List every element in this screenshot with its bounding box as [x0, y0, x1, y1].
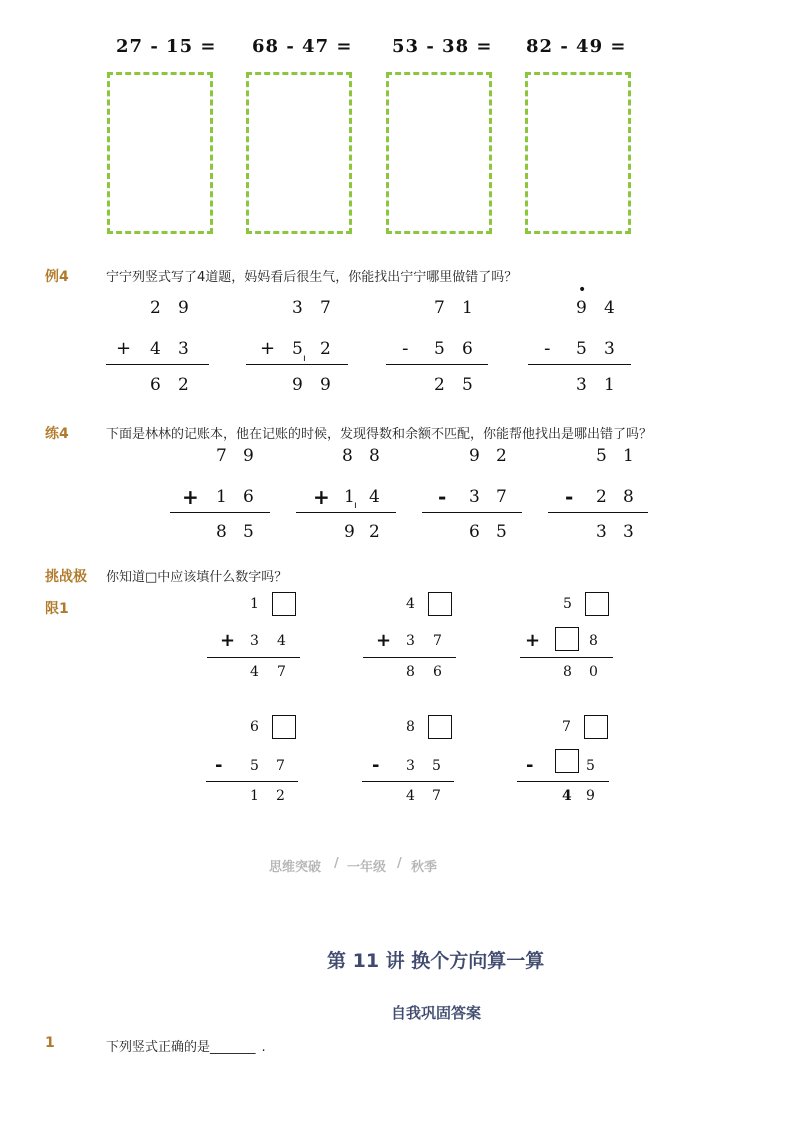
- digit: 8: [623, 487, 634, 507]
- digit: 5: [250, 758, 259, 774]
- digit: 2: [369, 522, 380, 542]
- digit: 7: [433, 633, 442, 649]
- sum-line: [362, 781, 454, 782]
- digit: 8: [589, 633, 598, 649]
- sum-line: [106, 364, 209, 365]
- digit: 8: [406, 664, 415, 680]
- digit: 1: [250, 596, 259, 612]
- digit: 6: [250, 719, 259, 735]
- digit: 2: [320, 339, 331, 359]
- practice-text: 下面是林林的记账本，他在记账的时候，发现得数和余额不匹配，你能帮他找出是哪出错了吗？: [106, 427, 653, 442]
- digit: 7: [434, 298, 445, 318]
- question-prompt: 下列竖式正确的是: [106, 1040, 211, 1055]
- digit: 9: [243, 446, 254, 466]
- sum-line: [520, 657, 613, 658]
- minus-sign: -: [372, 755, 380, 776]
- digit: 9: [586, 788, 595, 804]
- sum-line: [206, 781, 298, 782]
- carry-mark-icon: ı: [303, 353, 306, 364]
- digit: 5: [596, 446, 607, 466]
- sum-line: [528, 364, 631, 365]
- digit: 4: [150, 339, 161, 359]
- answer-box-3[interactable]: [386, 72, 492, 234]
- footer-course: 思维突破: [269, 860, 322, 875]
- practice-label: 练4: [45, 426, 69, 442]
- plus-sign: +: [313, 485, 330, 509]
- answer-box-2[interactable]: [246, 72, 352, 234]
- digit: 4: [250, 664, 259, 680]
- digit: 9: [178, 298, 189, 318]
- equation-2: 68 - 47 =: [252, 36, 353, 57]
- digit: 8: [406, 719, 415, 735]
- digit: 4: [406, 596, 415, 612]
- digit: 2: [178, 375, 189, 395]
- answer-box-1[interactable]: [107, 72, 213, 234]
- digit: 0: [589, 664, 598, 680]
- answers-title: 自我巩固答案: [391, 1004, 482, 1022]
- digit: 8: [369, 446, 380, 466]
- minus-sign: -: [215, 755, 223, 776]
- minus-sign: -: [402, 338, 409, 359]
- digit: 8: [216, 522, 227, 542]
- footer-grade: 一年级: [347, 860, 387, 875]
- digit: 3: [250, 633, 259, 649]
- digit: 5: [434, 339, 445, 359]
- digit: 4: [277, 633, 286, 649]
- answer-square[interactable]: [428, 592, 452, 616]
- answer-square[interactable]: [585, 592, 609, 616]
- challenge-label: 挑战极: [45, 569, 87, 585]
- challenge-label-2: 限1: [45, 601, 69, 617]
- plus-sign: +: [116, 338, 132, 359]
- plus-sign: +: [260, 338, 276, 359]
- digit: 3: [604, 339, 615, 359]
- answer-blank[interactable]: _______: [210, 1040, 256, 1055]
- challenge-text: 你知道□中应该填什么数字吗？: [106, 570, 288, 585]
- equation-3: 53 - 38 =: [392, 36, 493, 57]
- digit: 7: [562, 719, 571, 735]
- answer-box-4[interactable]: [525, 72, 631, 234]
- question-end: .: [261, 1040, 266, 1055]
- digit: 3: [623, 522, 634, 542]
- sum-line: [517, 781, 609, 782]
- digit: 5: [462, 375, 473, 395]
- footer-season: 秋季: [411, 860, 438, 875]
- digit: 9: [576, 298, 587, 318]
- digit: 4: [604, 298, 615, 318]
- digit: 1: [623, 446, 634, 466]
- digit: 4: [369, 487, 380, 507]
- question-text: [106, 1036, 266, 1055]
- digit: 1: [216, 487, 227, 507]
- sum-line: [363, 657, 456, 658]
- minus-sign: -: [438, 485, 447, 509]
- digit: 2: [276, 788, 285, 804]
- digit: 7: [216, 446, 227, 466]
- digit: 2: [496, 446, 507, 466]
- digit: 4: [562, 788, 572, 804]
- digit: 5: [243, 522, 254, 542]
- plus-sign: +: [525, 630, 541, 651]
- plus-sign: +: [220, 630, 236, 651]
- digit: 5: [563, 596, 572, 612]
- digit: 5: [586, 758, 595, 774]
- digit: 5: [432, 758, 441, 774]
- minus-sign: -: [565, 485, 574, 509]
- digit: 6: [469, 522, 480, 542]
- carry-mark-icon: ı: [354, 500, 357, 511]
- digit: 6: [243, 487, 254, 507]
- digit: 9: [320, 375, 331, 395]
- digit: 5: [292, 339, 303, 359]
- minus-sign: -: [544, 338, 551, 359]
- answer-square[interactable]: [272, 592, 296, 616]
- digit: 1: [604, 375, 615, 395]
- answer-square[interactable]: [272, 715, 296, 739]
- digit: 7: [496, 487, 507, 507]
- digit: 3: [576, 375, 587, 395]
- digit: 2: [434, 375, 445, 395]
- digit: 4: [406, 788, 415, 804]
- borrow-dot-icon: •: [578, 282, 587, 298]
- minus-sign: -: [526, 755, 534, 776]
- digit: 1: [344, 487, 355, 507]
- answer-square[interactable]: [584, 715, 608, 739]
- digit: 8: [342, 446, 353, 466]
- digit: 1: [462, 298, 473, 318]
- footer-separator: /: [334, 856, 339, 871]
- answer-square[interactable]: [555, 749, 579, 773]
- example-label: 例4: [45, 269, 69, 285]
- digit: 9: [344, 522, 355, 542]
- digit: 7: [276, 758, 285, 774]
- answer-square[interactable]: [428, 715, 452, 739]
- plus-sign: +: [182, 485, 199, 509]
- answer-square[interactable]: [555, 627, 579, 651]
- sum-line: [207, 657, 300, 658]
- digit: 7: [432, 788, 441, 804]
- equation-1: 27 - 15 =: [116, 36, 217, 57]
- digit: 5: [496, 522, 507, 542]
- digit: 6: [433, 664, 442, 680]
- sum-line: [548, 512, 648, 513]
- sum-line: [422, 512, 522, 513]
- digit: 3: [469, 487, 480, 507]
- digit: 9: [469, 446, 480, 466]
- digit: 1: [250, 788, 259, 804]
- digit: 3: [596, 522, 607, 542]
- equation-4: 82 - 49 =: [526, 36, 627, 57]
- plus-sign: +: [376, 630, 392, 651]
- sum-line: [170, 512, 270, 513]
- footer-separator: /: [397, 856, 402, 871]
- sum-line: [246, 364, 348, 365]
- digit: 2: [596, 487, 607, 507]
- digit: 2: [150, 298, 161, 318]
- digit: 3: [406, 633, 415, 649]
- digit: 5: [576, 339, 587, 359]
- digit: 3: [406, 758, 415, 774]
- sum-line: [296, 512, 396, 513]
- digit: 9: [292, 375, 303, 395]
- digit: 3: [292, 298, 303, 318]
- digit: 3: [178, 339, 189, 359]
- digit: 7: [277, 664, 286, 680]
- digit: 8: [563, 664, 572, 680]
- question-number: 1: [45, 1035, 55, 1051]
- digit: 6: [462, 339, 473, 359]
- lecture-title: 第 11 讲 换个方向算一算: [327, 950, 545, 972]
- digit: 6: [150, 375, 161, 395]
- digit: 7: [320, 298, 331, 318]
- example-text: 宁宁列竖式写了4道题，妈妈看后很生气，你能找出宁宁哪里做错了吗？: [106, 270, 518, 285]
- sum-line: [386, 364, 488, 365]
